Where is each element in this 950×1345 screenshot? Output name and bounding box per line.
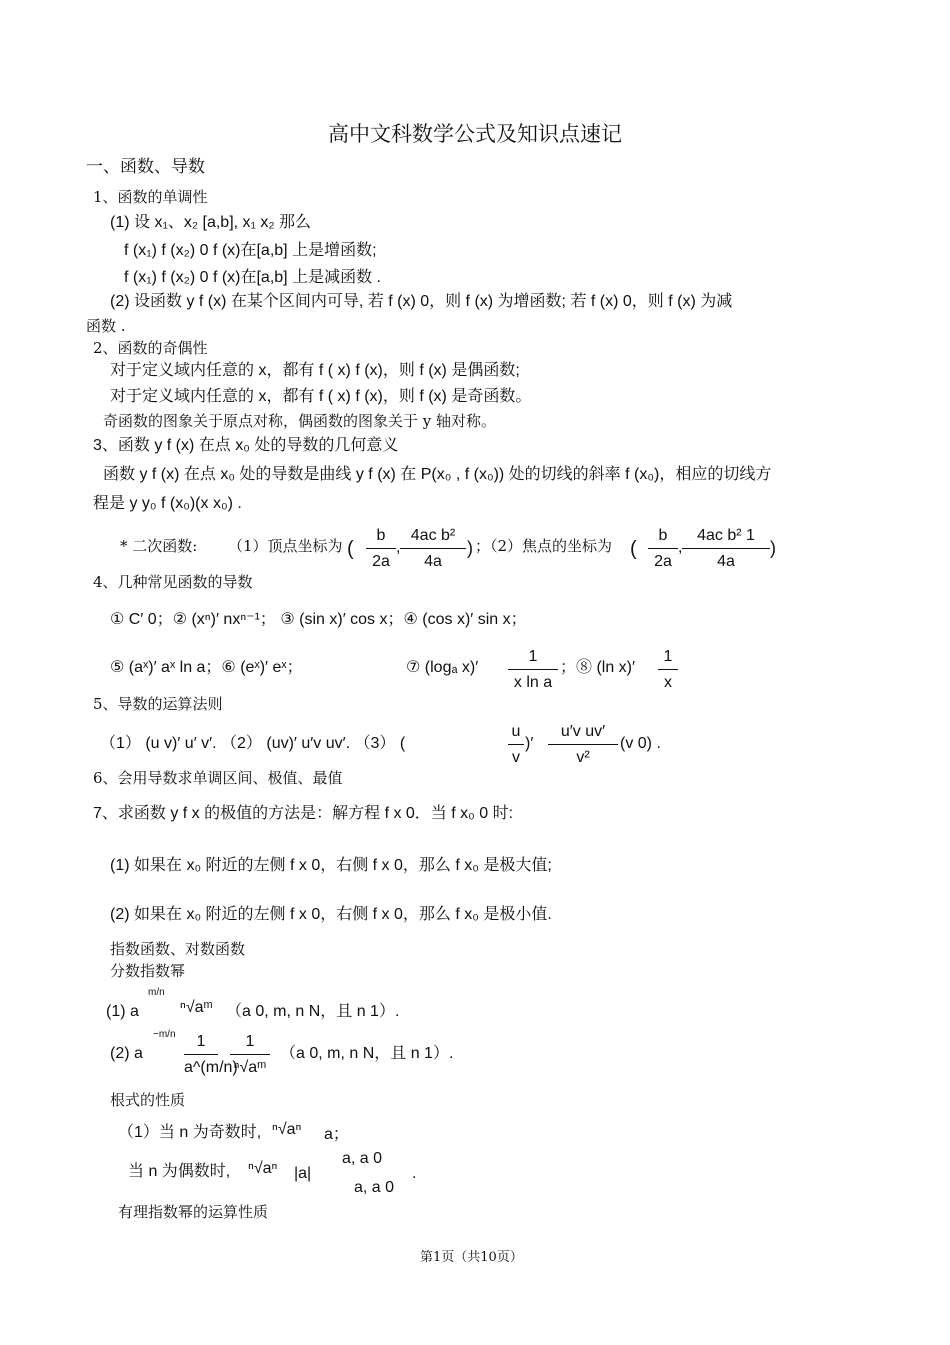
- heading-extrema: 6、会用导数求单调区间、极值、最值: [93, 769, 343, 787]
- fraction-quotient-rule: [548, 723, 618, 767]
- heading-radical-properties: 根式的性质: [110, 1091, 186, 1109]
- denominator: x ln a: [513, 674, 553, 691]
- quadratic-label: * 二次函数:: [120, 537, 198, 555]
- numerator: b: [648, 527, 678, 549]
- formula-line: （a 0, m, n N，且 n 1）.: [226, 1003, 400, 1020]
- comma: ,: [396, 539, 401, 556]
- numerator: 1: [184, 1033, 218, 1055]
- text-line: 对于定义域内任意的 x，都有 f ( x) f (x)，则 f (x) 是偶函数;: [110, 362, 520, 379]
- formula-line: （1）当 n 为奇数时,: [118, 1124, 262, 1141]
- text-line: 程是 y y₀ f (x₀)(x x₀) .: [93, 495, 242, 512]
- denominator: 4a: [424, 553, 442, 570]
- numerator: 1: [508, 648, 558, 670]
- denominator: 4a: [717, 553, 735, 570]
- fraction-vertex-x: [366, 527, 396, 571]
- numerator: 4ac b²: [400, 527, 466, 549]
- denominator: 2a: [654, 553, 672, 570]
- radical: ⁿ√aᵐ: [180, 999, 213, 1016]
- denominator: v²: [576, 749, 590, 766]
- heading-derivative-rules: 5、导数的运算法则: [93, 695, 223, 713]
- text-line: 函数 .: [86, 317, 126, 335]
- denominator: v: [512, 749, 520, 766]
- text-line: 对于定义域内任意的 x，都有 f ( x) f (x)，则 f (x) 是奇函数。: [110, 388, 532, 405]
- numerator: b: [366, 527, 396, 549]
- formula-line: ；⑧ (ln x)′: [560, 659, 636, 676]
- denominator: a^(m/n): [184, 1059, 238, 1076]
- text-line: 函数 y f (x) 在点 x₀ 处的导数是曲线 y f (x) 在 P(x₀ , f (x₀)) 处的切线的斜率 f (x₀)，相应的切线方: [103, 466, 772, 483]
- text-line: (1) 设 x₁、x₂ [a,b], x₁ x₂ 那么: [110, 214, 312, 231]
- formula-line: (v 0) .: [620, 735, 661, 752]
- fraction-log-derivative: [508, 648, 558, 692]
- numerator: 4ac b² 1: [682, 527, 770, 549]
- fraction-focus-x: [648, 527, 678, 571]
- denominator: 2a: [372, 553, 390, 570]
- text-line: f (x₁) f (x₂) 0 f (x)在[a,b] 上是减函数 .: [124, 269, 381, 286]
- radical: ⁿ√aⁿ: [272, 1121, 302, 1138]
- fraction-focus-y: [682, 527, 770, 571]
- formula-line: .: [412, 1165, 417, 1182]
- page-title: 高中文科数学公式及知识点速记: [328, 122, 622, 146]
- formula-line: ⑤ (aˣ)′ aˣ ln a；⑥ (eˣ)′ eˣ；: [110, 659, 303, 676]
- text-line: f (x₁) f (x₂) 0 f (x)在[a,b] 上是增函数;: [124, 242, 377, 259]
- paren-open: (: [630, 538, 637, 560]
- case-positive: a, a 0: [342, 1150, 383, 1167]
- heading-exp-log: 指数函数、对数函数: [110, 940, 246, 958]
- fraction-reciprocal-power: [184, 1033, 238, 1077]
- numerator: 1: [230, 1033, 270, 1055]
- denominator: x: [664, 674, 672, 691]
- comma: ,: [678, 539, 683, 556]
- numerator: 1: [658, 648, 678, 670]
- heading-common-derivatives: 4、几种常见函数的导数: [93, 573, 253, 591]
- case-negative: a, a 0: [354, 1179, 395, 1196]
- fraction-ln-derivative: [658, 648, 678, 692]
- vertex-label: （1）顶点坐标为: [228, 537, 343, 555]
- fraction-reciprocal-root: [230, 1033, 270, 1077]
- exponent: −m/n: [153, 1029, 176, 1040]
- text-line: 奇函数的图象关于原点对称，偶函数的图象关于 y 轴对称。: [103, 412, 497, 430]
- formula-line: a；: [324, 1126, 349, 1143]
- numerator: u: [508, 723, 524, 745]
- paren-close: ): [770, 538, 776, 558]
- heading-derivative-geometry: 3、函数 y f (x) 在点 x₀ 处的导数的几何意义: [93, 437, 399, 454]
- heading-rational-power-rules: 有理指数幂的运算性质: [118, 1203, 269, 1221]
- formula-line: （1） (u v)′ u′ v′. （2） (uv)′ u′v uv′. （3） (: [100, 735, 406, 752]
- formula-line: ① C′ 0；② (xⁿ)′ nxⁿ⁻¹； ③ (sin x)′ cos x；④ (cos x)′ sin x；: [110, 611, 527, 628]
- formula-line: (1) a: [106, 1003, 139, 1020]
- text-line: (2) 如果在 x₀ 附近的左侧 f x 0，右侧 f x 0，那么 f x₀ 是极小值.: [110, 906, 552, 923]
- paren-open: (: [347, 538, 354, 560]
- numerator: u′v uv′: [548, 723, 618, 745]
- denominator: ⁿ√aᵐ: [233, 1059, 267, 1076]
- fraction-u-over-v: [508, 723, 524, 767]
- heading-parity: 2、函数的奇偶性: [93, 339, 208, 357]
- formula-line: |a|: [294, 1165, 312, 1182]
- fraction-vertex-y: [400, 527, 466, 571]
- formula-line: 当 n 为偶数时,: [128, 1163, 231, 1180]
- formula-line: )′: [525, 735, 534, 752]
- formula-line: （a 0, m, n N，且 n 1）.: [280, 1045, 454, 1062]
- subheading-fractional-power: 分数指数幂: [110, 962, 186, 980]
- focus-label: ；（2）焦点的坐标为: [475, 537, 613, 555]
- heading-extremum-method: 7、求函数 y f x 的极值的方法是：解方程 f x 0．当 f x₀ 0 时:: [93, 805, 514, 822]
- formula-line: (2) a: [110, 1045, 143, 1062]
- page-number: 第1页（共10页）: [420, 1250, 523, 1265]
- text-line: (2) 设函数 y f (x) 在某个区间内可导, 若 f (x) 0，则 f (x) 为增函数; 若 f (x) 0，则 f (x) 为减: [110, 293, 733, 310]
- text-line: (1) 如果在 x₀ 附近的左侧 f x 0，右侧 f x 0，那么 f x₀ 是极大值;: [110, 857, 552, 874]
- radical: ⁿ√aⁿ: [248, 1160, 278, 1177]
- formula-line: ⑦ (logₐ x)′: [406, 659, 479, 676]
- paren-close: ): [467, 538, 473, 558]
- exponent: m/n: [148, 987, 165, 998]
- heading-monotonicity: 1、函数的单调性: [93, 188, 208, 206]
- section-heading: 一、函数、导数: [86, 157, 205, 177]
